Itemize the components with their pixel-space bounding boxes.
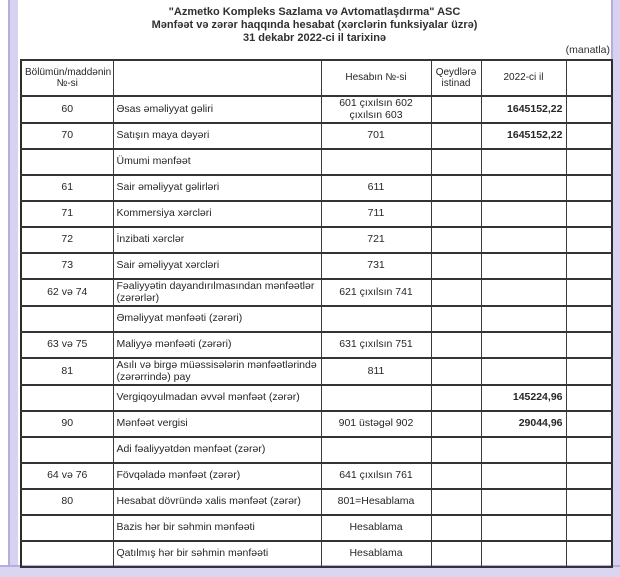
cell-notes — [431, 358, 481, 385]
cell-value-2022 — [481, 201, 566, 227]
cell-notes — [431, 279, 481, 306]
cell-account-no: 641 çıxılsın 761 — [321, 463, 431, 489]
cell-extra — [566, 437, 612, 463]
cell-account-no: 701 — [321, 123, 431, 149]
cell-item-name: Mənfəət vergisi — [113, 411, 321, 437]
cell-notes — [431, 463, 481, 489]
cell-value-2022: 1645152,22 — [481, 123, 566, 149]
cell-account-no: 731 — [321, 253, 431, 279]
cell-item-name: Asılı və birgə müəssisələrin mənfəətlərində (zərərrində) pay — [113, 358, 321, 385]
cell-item-name: Vergiqoyulmadan əvvəl mənfəət (zərər) — [113, 385, 321, 411]
table-row — [21, 227, 612, 253]
cell-notes — [431, 253, 481, 279]
cell-account-no: 601 çıxılsın 602 çıxılsın 603 — [321, 96, 431, 123]
cell-section-no — [21, 306, 113, 332]
table-header-row — [21, 60, 612, 96]
cell-section-no: 63 və 75 — [21, 332, 113, 358]
cell-section-no: 64 və 76 — [21, 463, 113, 489]
cell-value-2022 — [481, 358, 566, 385]
cell-account-no: 711 — [321, 201, 431, 227]
cell-value-2022 — [481, 253, 566, 279]
cell-section-no: 90 — [21, 411, 113, 437]
table-row — [21, 358, 612, 385]
cell-section-no: 81 — [21, 358, 113, 385]
cell-item-name: Bazis hər bir səhmin mənfəəti — [113, 515, 321, 541]
cell-section-no — [21, 541, 113, 567]
report-date: 31 dekabr 2022-ci il tarixinə — [242, 32, 387, 44]
cell-notes — [431, 306, 481, 332]
cell-notes — [431, 332, 481, 358]
cell-value-2022 — [481, 175, 566, 201]
cell-account-no: 611 — [321, 175, 431, 201]
column-header-item-name — [113, 60, 321, 96]
cell-value-2022 — [481, 437, 566, 463]
cell-extra — [566, 385, 612, 411]
company-name: "Azmetko Kompleks Sazlama və Avtomatlaşdırma" ASC — [168, 6, 461, 18]
report-header — [17, 6, 612, 45]
cell-value-2022 — [481, 279, 566, 306]
cell-extra — [566, 541, 612, 567]
cell-item-name: Adi fəaliyyətdən mənfəət (zərər) — [113, 437, 321, 463]
table-row — [21, 279, 612, 306]
cell-account-no: Hesablama — [321, 515, 431, 541]
cell-extra — [566, 463, 612, 489]
cell-notes — [431, 385, 481, 411]
cell-extra — [566, 253, 612, 279]
cell-item-name: İnzibati xərclər — [113, 227, 321, 253]
cell-value-2022 — [481, 227, 566, 253]
cell-value-2022 — [481, 489, 566, 515]
cell-extra — [566, 515, 612, 541]
cell-item-name: Ümumi mənfəət — [113, 149, 321, 175]
cell-extra — [566, 96, 612, 123]
cell-notes — [431, 123, 481, 149]
cell-account-no: 901 üstəgəl 902 — [321, 411, 431, 437]
cell-account-no: 631 çıxılsın 751 — [321, 332, 431, 358]
cell-section-no: 71 — [21, 201, 113, 227]
table-row — [21, 253, 612, 279]
cell-extra — [566, 358, 612, 385]
cell-item-name: Əməliyyat mənfəəti (zərəri) — [113, 306, 321, 332]
column-header-year-2022: 2022-ci il — [481, 60, 566, 96]
cell-section-no — [21, 437, 113, 463]
table-row — [21, 437, 612, 463]
report-title: Mənfəət və zərər haqqında hesabat (xərclərin funksiyalar üzrə) — [151, 19, 478, 31]
cell-extra — [566, 279, 612, 306]
cell-notes — [431, 96, 481, 123]
cell-extra — [566, 123, 612, 149]
cell-section-no: 60 — [21, 96, 113, 123]
cell-extra — [566, 489, 612, 515]
cell-item-name: Hesabat dövründə xalis mənfəət (zərər) — [113, 489, 321, 515]
table-row — [21, 201, 612, 227]
cell-section-no — [21, 515, 113, 541]
cell-account-no — [321, 306, 431, 332]
cell-value-2022: 145224,96 — [481, 385, 566, 411]
cell-item-name: Satışın maya dəyəri — [113, 123, 321, 149]
cell-value-2022 — [481, 515, 566, 541]
cell-item-name: Qatılmış hər bir səhmin mənfəəti — [113, 541, 321, 567]
table-row — [21, 306, 612, 332]
cell-notes — [431, 149, 481, 175]
cell-section-no: 73 — [21, 253, 113, 279]
cell-notes — [431, 515, 481, 541]
cell-item-name: Kommersiya xərcləri — [113, 201, 321, 227]
cell-item-name: Sair əməliyyat xərcləri — [113, 253, 321, 279]
table-row — [21, 385, 612, 411]
table-row — [21, 332, 612, 358]
cell-account-no: 801=Hesablama — [321, 489, 431, 515]
cell-notes — [431, 175, 481, 201]
cell-notes — [431, 541, 481, 567]
table-row — [21, 463, 612, 489]
table-row — [21, 515, 612, 541]
cell-value-2022 — [481, 149, 566, 175]
cell-extra — [566, 332, 612, 358]
cell-item-name: Fövqəladə mənfəət (zərər) — [113, 463, 321, 489]
cell-account-no — [321, 437, 431, 463]
cell-section-no: 80 — [21, 489, 113, 515]
cell-value-2022 — [481, 332, 566, 358]
cell-item-name: Fəaliyyətin dayandırılmasından mənfəətlər (zərərlər) — [113, 279, 321, 306]
table-row — [21, 411, 612, 437]
cell-account-no: 811 — [321, 358, 431, 385]
cell-value-2022 — [481, 463, 566, 489]
cell-notes — [431, 437, 481, 463]
currency-note: (manatla) — [565, 44, 610, 56]
cell-item-name: Əsas əməliyyat gəliri — [113, 96, 321, 123]
profit-loss-table — [20, 59, 613, 568]
cell-extra — [566, 201, 612, 227]
cell-section-no: 62 və 74 — [21, 279, 113, 306]
cell-item-name: Maliyyə mənfəəti (zərəri) — [113, 332, 321, 358]
cell-value-2022: 1645152,22 — [481, 96, 566, 123]
table-row — [21, 489, 612, 515]
cell-extra — [566, 306, 612, 332]
column-header-notes: Qeydlərə istinad — [431, 60, 481, 96]
cell-extra — [566, 227, 612, 253]
cell-extra — [566, 411, 612, 437]
table-row — [21, 175, 612, 201]
cell-value-2022 — [481, 541, 566, 567]
table-row — [21, 123, 612, 149]
cell-section-no — [21, 149, 113, 175]
cell-extra — [566, 149, 612, 175]
table-row — [21, 541, 612, 567]
cell-account-no: 721 — [321, 227, 431, 253]
cell-value-2022: 29044,96 — [481, 411, 566, 437]
table-body — [21, 96, 612, 567]
scan-frame-left — [8, 0, 18, 567]
cell-item-name: Sair əməliyyat gəlirləri — [113, 175, 321, 201]
cell-section-no — [21, 385, 113, 411]
cell-section-no: 61 — [21, 175, 113, 201]
column-header-account-no: Hesabın №-si — [321, 60, 431, 96]
cell-account-no: Hesablama — [321, 541, 431, 567]
cell-notes — [431, 411, 481, 437]
cell-account-no — [321, 149, 431, 175]
column-header-extra — [566, 60, 612, 96]
cell-notes — [431, 489, 481, 515]
cell-section-no: 72 — [21, 227, 113, 253]
cell-section-no: 70 — [21, 123, 113, 149]
cell-account-no: 621 çıxılsın 741 — [321, 279, 431, 306]
column-header-section-no: Bölümün/maddənin №-si — [21, 60, 113, 96]
cell-extra — [566, 175, 612, 201]
cell-account-no — [321, 385, 431, 411]
cell-notes — [431, 227, 481, 253]
cell-notes — [431, 201, 481, 227]
table-row — [21, 96, 612, 123]
table-row — [21, 149, 612, 175]
cell-value-2022 — [481, 306, 566, 332]
